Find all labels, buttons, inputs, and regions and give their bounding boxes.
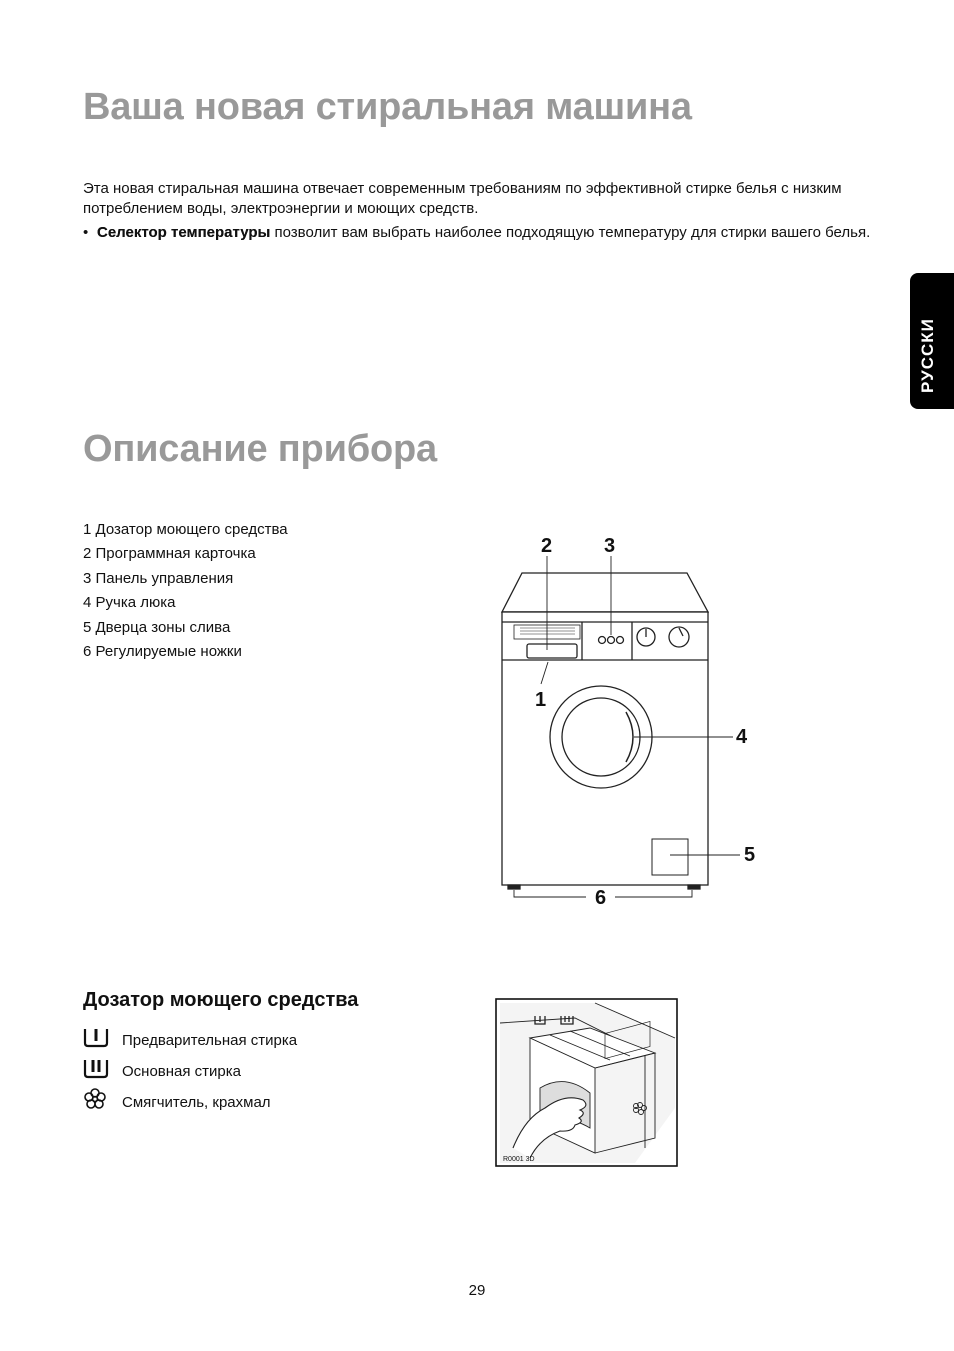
section-title: Описание прибора [83,428,437,470]
callout-3: 3 [604,535,616,557]
callout-6: 6 [595,887,607,909]
intro-paragraph: Эта новая стиральная машина отвечает современным требованиям по эффективной стирке белья с низким потреблением воды, электроэнергии и моющих средств. [83,180,842,217]
list-item: 4 Ручка люка [83,594,176,612]
callout-line-6-left [514,890,586,897]
foot-left [508,885,520,889]
language-tab [910,273,954,409]
legend-label: Предварительная стирка [122,1032,298,1049]
softener-flower-icon [83,1088,109,1110]
list-item: 3 Панель управления [83,569,234,587]
page-number: 29 [468,1282,486,1299]
callout-line-6-right [615,890,692,897]
subsection-title: Дозатор моющего средства [83,989,359,1011]
parts-list [83,518,288,664]
language-tab-label: РУССКИ [918,318,937,393]
callout-4: 4 [736,726,748,748]
machine-body [502,612,708,885]
callout-1: 1 [535,689,547,711]
bullet-highlight: Селектор температуры [97,224,271,241]
list-item: 1 Дозатор моющего средства [83,521,288,538]
bullet-text: позволит вам выбрать наиболее подходящую температуру для стирки вашего белья. [270,224,871,241]
washing-machine-diagram [490,525,770,915]
list-item: 5 Дверца зоны слива [83,618,231,636]
bullet-marker: • [83,224,89,241]
list-item: 6 Регулируемые ножки [83,643,242,661]
machine-top [502,573,708,612]
list-item: 2 Программная карточка [83,545,256,563]
mainwash-compartment-icon [83,1057,109,1079]
foot-right [688,885,700,889]
callout-2: 2 [541,535,553,557]
legend-label: Смягчитель, крахмал [122,1094,271,1111]
bullet-item [83,223,873,243]
dispenser-figure [495,998,678,1167]
callout-5: 5 [744,844,756,866]
legend-label: Основная стирка [122,1063,242,1080]
prewash-compartment-icon [83,1026,109,1048]
figure-code: R0001 3D [503,1156,535,1163]
page-title: Ваша новая стиральная машина [83,86,692,128]
